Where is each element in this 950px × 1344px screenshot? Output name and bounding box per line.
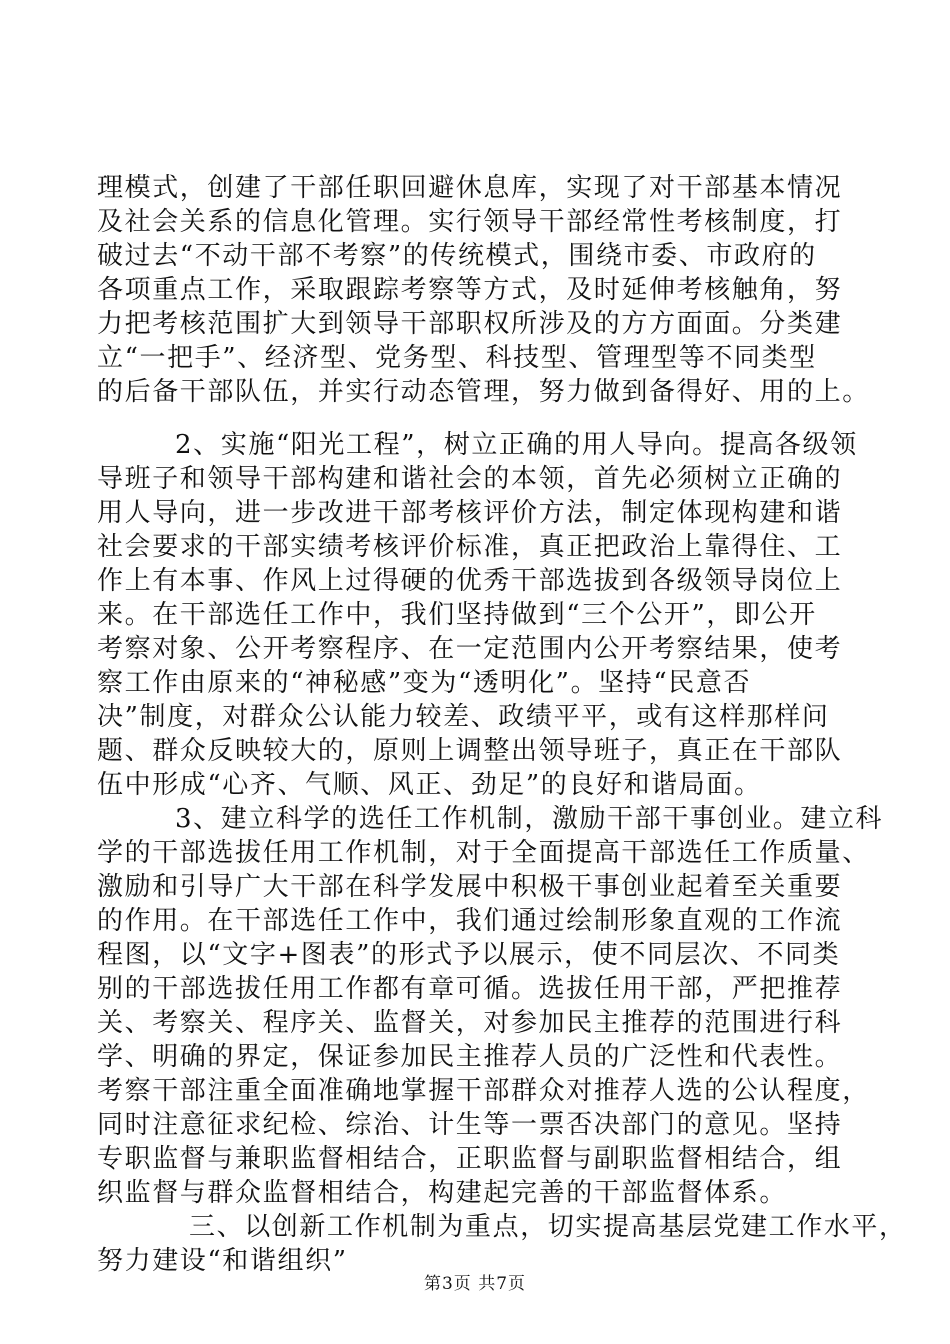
text-line: 的后备干部队伍，并实行动态管理，努力做到备得好、用的上。 xyxy=(97,377,870,407)
text-line: 3、建立科学的选任工作机制，激励干部干事创业。建立科 xyxy=(175,804,884,834)
text-line: 用人导向，进一步改进干部考核评价方法，制定体现构建和谐 xyxy=(97,498,843,528)
text-line: 及社会关系的信息化管理。实行领导干部经常性考核制度，打 xyxy=(97,207,843,237)
text-line: 作上有本事、作风上过得硬的优秀干部选拔到各级领导岗位上 xyxy=(97,566,843,596)
text-line: 伍中形成“心齐、气顺、风正、劲足”的良好和谐局面。 xyxy=(97,770,762,800)
text-line: 程图，以“文字+图表”的形式予以展示，使不同层次、不同类 xyxy=(97,940,841,970)
text-line: 2、实施“阳光工程”，树立正确的用人导向。提高各级领 xyxy=(175,430,858,460)
text-line: 别的干部选拔任用工作都有章可循。选拔任用干部，严把推荐 xyxy=(97,974,843,1004)
text-line: 题、群众反映较大的，原则上调整出领导班子，真正在干部队 xyxy=(97,736,843,766)
text-line: 理模式，创建了干部任职回避休息库，实现了对干部基本情况 xyxy=(97,173,843,203)
text-line: 的作用。在干部选任工作中，我们通过绘制形象直观的工作流 xyxy=(97,906,843,936)
text-line: 立“一把手”、经济型、党务型、科技型、管理型等不同类型 xyxy=(97,343,817,373)
page-footer: 第3页 共7页 xyxy=(423,1274,527,1294)
text-line: 导班子和领导干部构建和谐社会的本领，首先必须树立正确的 xyxy=(97,464,843,494)
text-line: 同时注意征求纪检、综治、计生等一票否决部门的意见。坚持 xyxy=(97,1110,843,1140)
text-line: 考察干部注重全面准确地掌握干部群众对推荐人选的公认程度， xyxy=(97,1076,870,1106)
text-line: 各项重点工作，采取跟踪考察等方式，及时延伸考核触角，努 xyxy=(97,275,843,305)
text-line: 三、以创新工作机制为重点，切实提高基层党建工作水平， xyxy=(189,1212,907,1242)
text-line: 关、考察关、程序关、监督关，对参加民主推荐的范围进行科 xyxy=(97,1008,843,1038)
text-line: 学、明确的界定，保证参加民主推荐人员的广泛性和代表性。 xyxy=(97,1042,843,1072)
text-line: 力把考核范围扩大到领导干部职权所涉及的方方面面。分类建 xyxy=(97,309,843,339)
text-line: 学的干部选拔任用工作机制，对于全面提高干部选任工作质量、 xyxy=(97,838,870,868)
text-line: 决”制度，对群众公认能力较差、政绩平平，或有这样那样问 xyxy=(97,702,830,732)
text-line: 社会要求的干部实绩考核评价标准，真正把政治上靠得住、工 xyxy=(97,532,843,562)
text-line: 考察对象、公开考察程序、在一定范围内公开考察结果，使考 xyxy=(97,634,843,664)
text-line: 努力建设“和谐组织” xyxy=(97,1246,348,1276)
text-line: 专职监督与兼职监督相结合，正职监督与副职监督相结合，组 xyxy=(97,1144,843,1174)
text-line: 察工作由原来的“神秘感”变为“透明化”。坚持“民意否 xyxy=(97,668,752,698)
text-line: 来。在干部选任工作中，我们坚持做到“三个公开”，即公开 xyxy=(97,600,817,630)
text-line: 破过去“不动干部不考察”的传统模式，围绕市委、市政府的 xyxy=(97,241,817,271)
text-line: 激励和引导广大干部在科学发展中积极干事创业起着至关重要 xyxy=(97,872,843,902)
text-line: 织监督与群众监督相结合，构建起完善的干部监督体系。 xyxy=(97,1178,788,1208)
